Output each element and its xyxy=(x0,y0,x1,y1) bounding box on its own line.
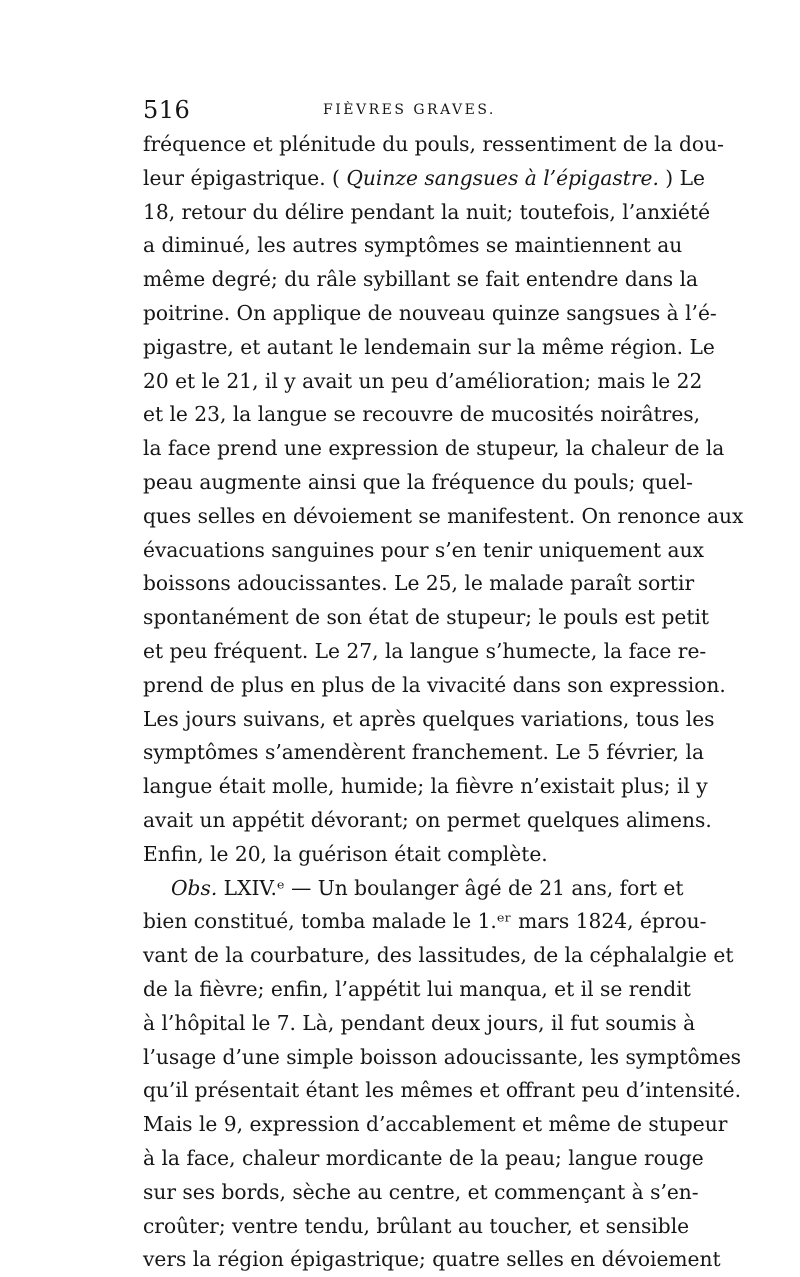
italic-text: Obs. xyxy=(171,875,218,900)
text-line: fréquence et plénitude du pouls, ressentiment de la dou- xyxy=(143,132,724,156)
text-line: Enfin, le 20, la guérison était complète. xyxy=(143,841,548,866)
text-line: bien constitué, tomba malade le 1.ᵉʳ mars 1824, éprou- xyxy=(143,909,707,934)
text-line: Les jours suivans, et après quelques variations, tous les xyxy=(143,706,715,731)
text-line: a diminué, les autres symptômes se maintiennent au xyxy=(143,233,683,258)
text-line: qu’il présentait étant les mêmes et offrant peu d’intensité. xyxy=(143,1078,742,1103)
text-line: croûter; ventre tendu, brûlant au toucher, et sensible xyxy=(143,1213,690,1238)
text-segment: leur épigastrique. ( xyxy=(143,165,347,190)
text-segment: ) Le xyxy=(658,165,705,190)
text-line: pigastre, et autant le lendemain sur la même région. Le xyxy=(143,334,715,359)
text-line: 20 et le 21, il y avait un peu d’amélioration; mais le 22 xyxy=(143,368,703,393)
text-line: évacuations sanguines pour s’en tenir uniquement aux xyxy=(143,537,704,562)
text-line: avait un appétit dévorant; on permet quelques alimens. xyxy=(143,807,712,832)
text-line: l’usage d’une simple boisson adoucissante, les symptômes xyxy=(143,1044,742,1069)
italic-text: Quinze sangsues à l’épigastre. xyxy=(346,165,659,190)
text-line xyxy=(143,162,705,196)
text-line: boissons adoucissantes. Le 25, le malade paraît sortir xyxy=(143,571,695,596)
text-line: et le 23, la langue se recouvre de mucosités noirâtres, xyxy=(143,402,701,427)
text-line: à la face, chaleur mordicante de la peau; langue rouge xyxy=(143,1145,704,1170)
text-line: symptômes s’amendèrent franchement. Le 5 février, la xyxy=(143,740,704,765)
text-line: ques selles en dévoiement se manifestent. On renonce aux xyxy=(143,503,744,528)
text-line: langue était molle, humide; la fièvre n’existait plus; il y xyxy=(143,774,708,799)
text-line: sur ses bords, sèche au centre, et commençant à s’en- xyxy=(143,1179,699,1204)
text-line: vers la région épigastrique; quatre selles en dévoiement xyxy=(143,1247,721,1272)
page-number: 516 xyxy=(143,96,191,124)
text-line: à l’hôpital le 7. Là, pendant deux jours, il fut soumis à xyxy=(143,1010,696,1035)
body-text xyxy=(143,128,744,1277)
text-line xyxy=(143,872,684,906)
text-line: spontanément de son état de stupeur; le pouls est petit xyxy=(143,605,710,630)
text-segment: LXIV.ᵉ — Un boulanger âgé de 21 ans, fort et xyxy=(217,875,684,900)
text-line: Mais le 9, expression d’accablement et même de stupeur xyxy=(143,1112,728,1137)
text-line: même degré; du râle sybillant se fait entendre dans la xyxy=(143,267,699,292)
text-line: 18, retour du délire pendant la nuit; toutefois, l’anxiété xyxy=(143,199,711,224)
page-header xyxy=(143,96,653,126)
running-head: FIÈVRES GRAVES. xyxy=(323,102,496,118)
text-line: de la fièvre; enfin, l’appétit lui manqua, et il se rendit xyxy=(143,976,691,1001)
text-line: et peu fréquent. Le 27, la langue s’humecte, la face re- xyxy=(143,638,707,663)
text-line: poitrine. On applique de nouveau quinze sangsues à l’é- xyxy=(143,300,717,325)
text-line: prend de plus en plus de la vivacité dans son expression. xyxy=(143,672,726,697)
text-line: peau augmente ainsi que la fréquence du pouls; quel- xyxy=(143,469,693,494)
text-line: la face prend une expression de stupeur, la chaleur de la xyxy=(143,436,725,461)
text-line: vant de la courbature, des lassitudes, de la céphalalgie et xyxy=(143,943,734,968)
